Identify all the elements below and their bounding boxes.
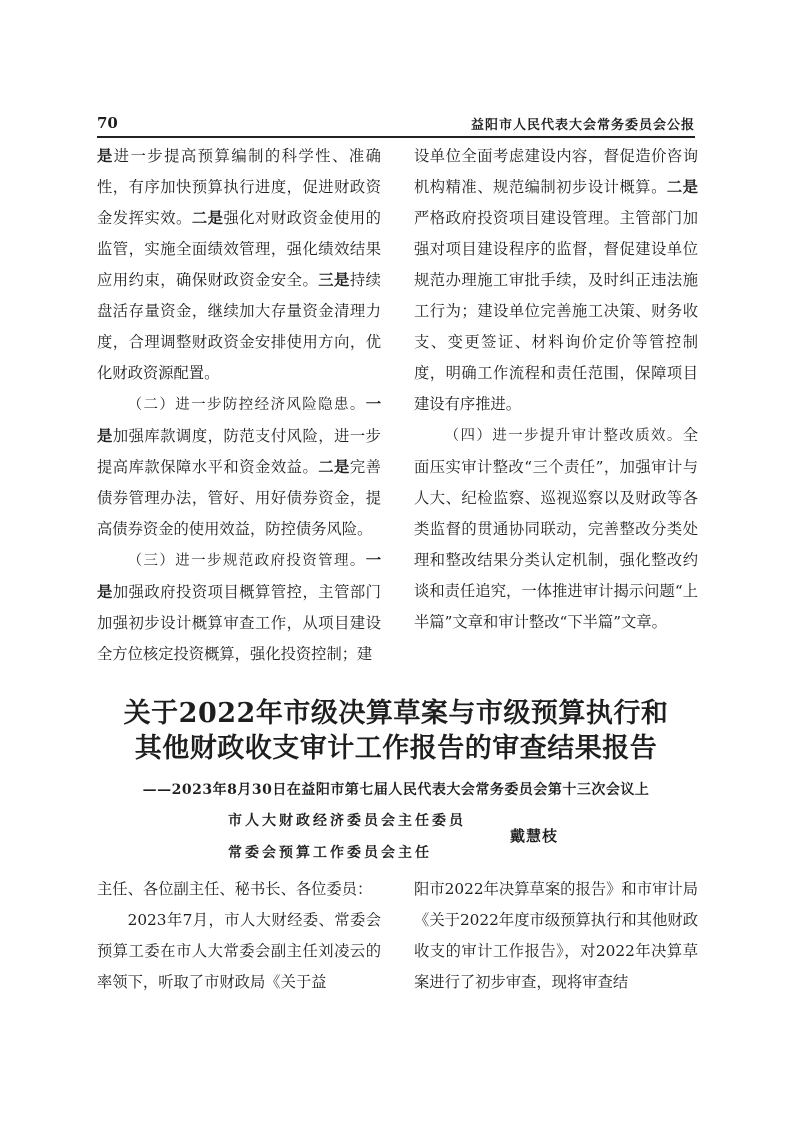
bold-marker: 是: [97, 147, 114, 165]
section-heading: （四）进一步提升审计整改质效。: [444, 428, 683, 444]
page-number: 70: [97, 114, 118, 132]
author-role-2: 常委会预算工作委员会主任: [228, 845, 432, 861]
bottom-left-column: [97, 874, 381, 998]
paragraph-text: 进一步提高预算编制的科学性、准确性，有序加快预算执行进度，促进财政资金发挥实效。: [97, 147, 381, 227]
paragraph-text: 持续盘活存量资金，继续加大存量资金清理力度，合理调整财政资金安排使用方向，优化财政资源配置。: [97, 271, 381, 382]
author-name: 戴慧枝: [510, 827, 559, 845]
paragraph: [414, 420, 698, 638]
paragraph: 阳市2022年决算草案的报告》和市审计局《关于2022年度市级预算执行和其他财政收支的审计工作报告》，对2022年决算草案进行了初步审查，现将审查结: [414, 880, 698, 991]
section-heading: （二）进一步防控经济风险隐患。: [127, 397, 366, 413]
paragraph: 2023年7月，市人大财经委、常委会预算工委在市人大常委会副主任刘凌云的率领下，听取了市财政局《关于益: [97, 911, 381, 991]
author-block: [228, 808, 568, 866]
bold-marker: 三是: [318, 271, 350, 289]
bold-marker: 二是: [191, 209, 224, 227]
bottom-right-column: [414, 874, 698, 998]
paragraph-text: 设单位全面考虑建设内容，督促造价咨询机构精准、规范编制初步设计概算。: [414, 147, 698, 196]
paragraph-text: 强化对财政资金使用的监管，实施全面绩效管理，强化绩效结果应用约束，确保财政资金安全。: [97, 209, 381, 289]
title-line-1: 关于2022年市级决算草案与市级预算执行和: [123, 698, 669, 729]
journal-title: 益阳市人民代表大会常务委员会公报: [470, 118, 695, 133]
top-left-column: [97, 141, 381, 670]
paragraph-text: 全面压实审计整改“三个责任”，加强审计与人大、纪检监察、巡视巡察以及财政等各类监督的贯通协同联动，完善整改分类处理和整改结果分类认定机制，强化整改约谈和责任追究，一体推进审计揭示问题“上半篇”文章和审计整改“下半篇”文章。: [414, 426, 698, 631]
top-right-column: [414, 141, 698, 638]
paragraph-text: 加强库款调度，防范支付风险，进一步提高库款保障水平和资金效益。: [97, 427, 381, 476]
page-header: [97, 114, 695, 136]
header-rule: [97, 136, 695, 138]
paragraph-text: 严格政府投资项目建设管理。主管部门加强对项目建设程序的监督，督促建设单位规范办理施工审批手续，及时纠正违法施工行为；建设单位完善施工决策、财务收支、变更签证、材料询价定价等管控制度，明确工作流程和责任范围，保障项目建设有序推进。: [414, 209, 698, 413]
paragraph: [97, 545, 381, 670]
section-heading: （三）进一步规范政府投资管理。: [127, 553, 366, 569]
bold-marker: 二是: [666, 178, 698, 196]
bold-marker: 一是: [97, 551, 381, 601]
paragraph: [97, 141, 381, 389]
title-line-2: 其他财政收支审计工作报告的审查结果报告: [134, 733, 658, 764]
paragraph-text: 加强政府投资项目概算管控，主管部门加强初步设计概算审查工作，从项目建设全方位核定投资概算，强化投资控制；建: [97, 583, 381, 663]
bold-marker: 一是: [97, 395, 381, 445]
paragraph: [97, 389, 381, 545]
report-subtitle: ——2023年8月30日在益阳市第七届人民代表大会常务委员会第十三次会议上: [142, 782, 650, 798]
paragraph: [414, 141, 698, 420]
author-role-1: 市人大财政经济委员会主任委员: [228, 813, 466, 829]
bold-marker: 二是: [318, 458, 350, 476]
salutation: 主任、各位副主任、秘书长、各位委员：: [97, 880, 373, 898]
paragraph-text: 完善债券管理办法，管好、用好债券资金，提高债券资金的使用效益，防控债务风险。: [97, 458, 381, 538]
report-title: [97, 696, 695, 766]
